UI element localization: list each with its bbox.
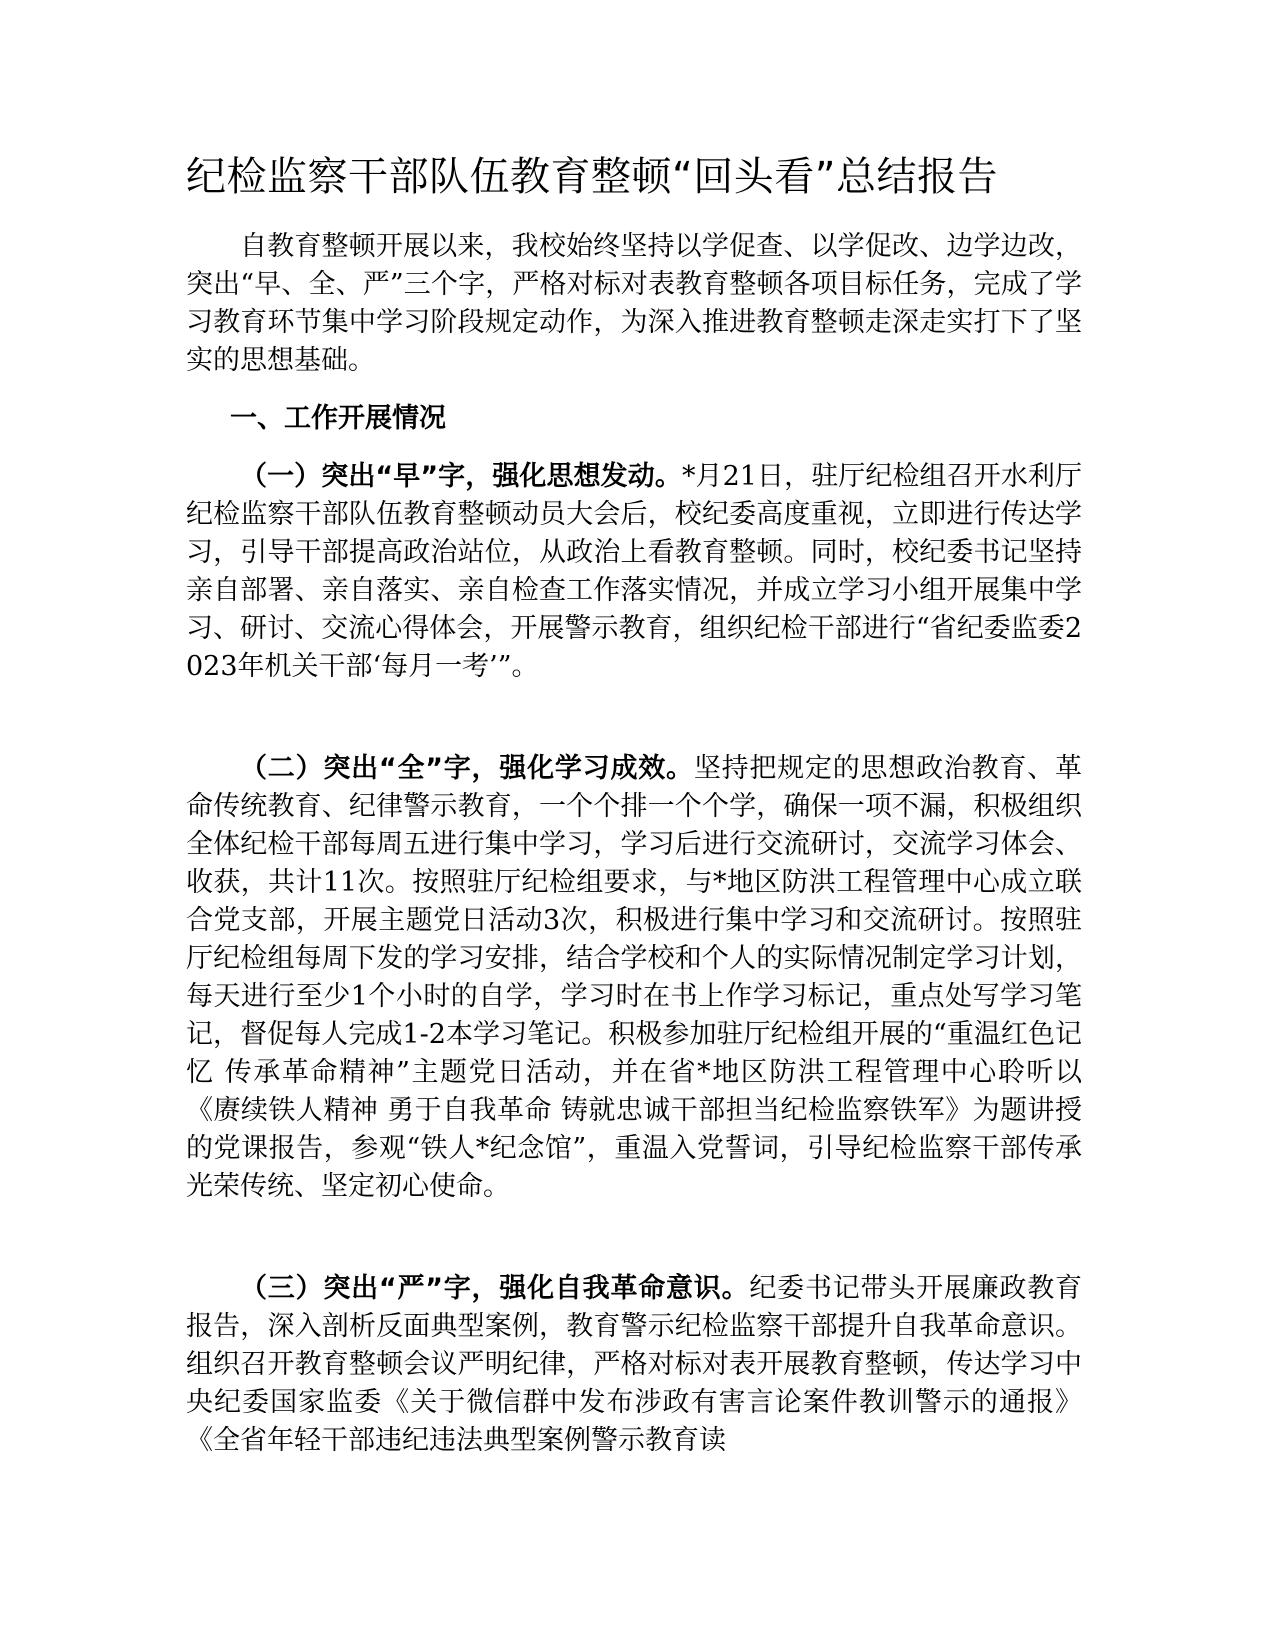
document-title: 纪检监察干部队伍教育整顿“回头看”总结报告 [186, 154, 998, 200]
paragraph-text: 纪委书记带头开展廉政教育报告，深入剖析反面典型案例，教育警示纪检监察干部提升自我革命意识。组织召开教育整顿会议严明纪律，严格对标对表开展教育整顿，传达学习中央纪委国家监委《关于微信群中发布涉政有害言论案件教训警示的通报》《全省年轻干部违纪违法典型案例警示教育读 [186, 1273, 1082, 1456]
paragraph-comprehensive [186, 750, 1082, 1206]
section-heading: 一、工作开展情况 [230, 403, 446, 434]
paragraph-text: *月21日，驻厅纪检组召开水利厅纪检监察干部队伍教育整顿动员大会后，校纪委高度重视，立即进行传达学习，引导干部提高政治站位，从政治上看教育整顿。同时，校纪委书记坚持亲自部署、亲自落实、亲自检查工作落实情况，并成立学习小组开展集中学习、研讨、交流心得体会，开展警示教育，组织纪检干部进行“省纪委监委2023年机关干部‘每月一考’”。 [186, 461, 1082, 682]
paragraph-strict [186, 1270, 1082, 1460]
paragraph-lead: （二）突出“全”字，强化学习成效。 [240, 753, 694, 784]
intro-paragraph: 自教育整顿开展以来，我校始终坚持以学促查、以学促改、边学边改，突出“早、全、严”三个字，严格对标对表教育整顿各项目标任务，完成了学习教育环节集中学习阶段规定动作，为深入推进教育整顿走深走实打下了坚实的思想基础。 [186, 231, 1082, 376]
paragraph-text: 坚持把规定的思想政治教育、革命传统教育、纪律警示教育，一个个排一个个学，确保一项不漏，积极组织全体纪检干部每周五进行集中学习，学习后进行交流研讨，交流学习体会、收获，共计11次。按照驻厅纪检组要求，与*地区防洪工程管理中心成立联合党支部，开展主题党日活动3次，积极进行集中学习和交流研讨。按照驻厅纪检组每周下发的学习安排，结合学校和个人的实际情况制定学习计划，每天进行至少1个小时的自学，学习时在书上作学习标记，重点处写学习笔记，督促每人完成1-2本学习笔记。积极参加驻厅纪检组开展的“重温红色记忆 传承革命精神”主题党日活动，并在省*地区防洪工程管理中心聆听以《赓续铁人精神 勇于自我革命 铸就忠诚干部担当纪检监察铁军》为题讲授的党课报告，参观“铁人*纪念馆”，重温入党誓词，引导纪检监察干部传承光荣传统、坚定初心使命。 [186, 753, 1082, 1202]
paragraph-lead: （三）突出“严”字，强化自我革命意识。 [240, 1273, 750, 1304]
paragraph-early [186, 458, 1082, 686]
paragraph-lead: （一）突出“早”字，强化思想发动。 [240, 461, 682, 492]
